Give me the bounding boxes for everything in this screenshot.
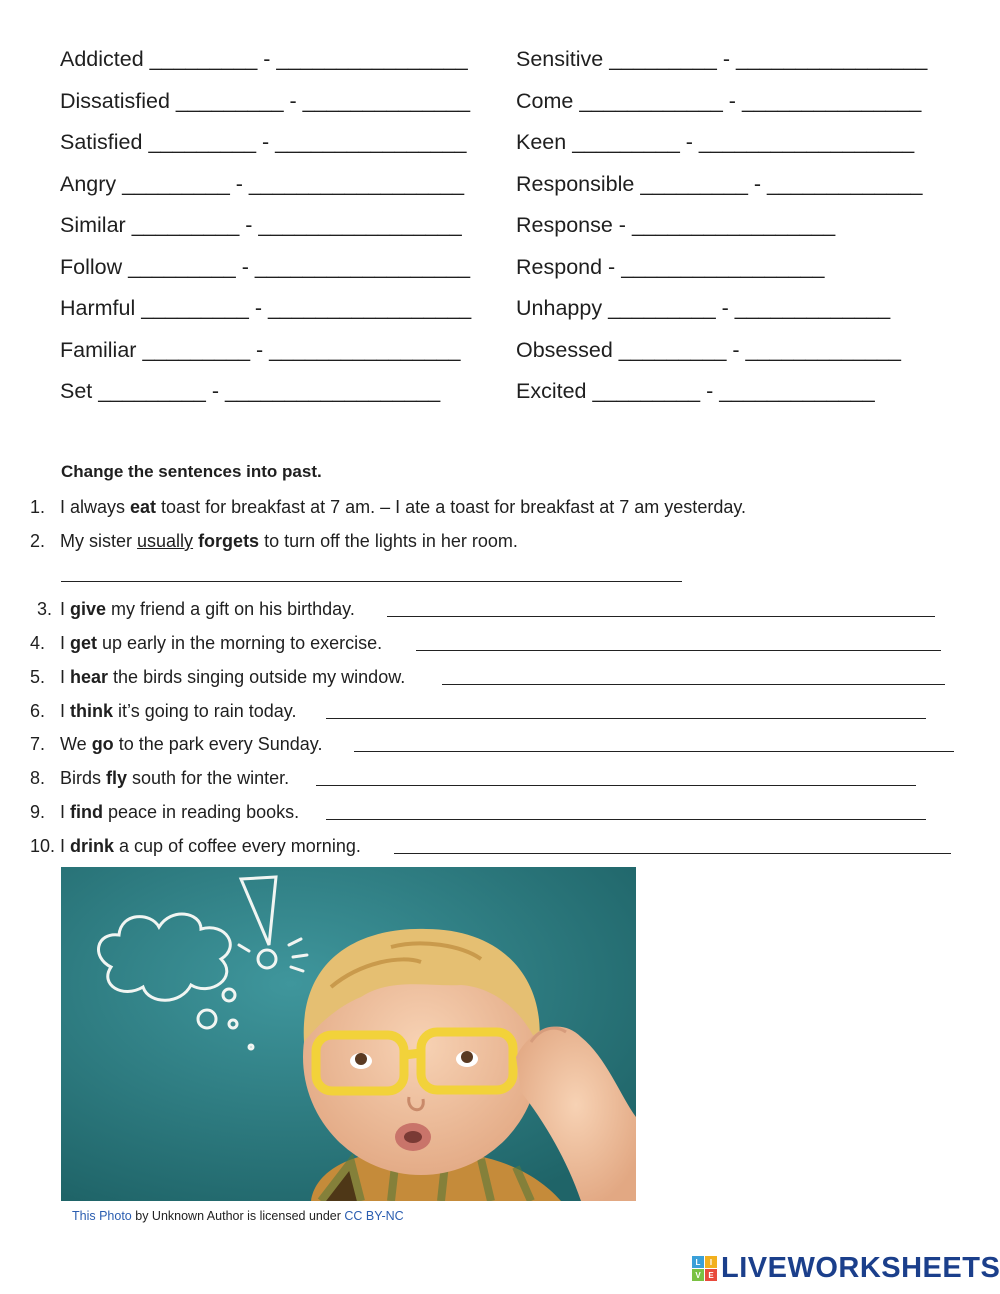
vocab-answer-blank[interactable]: _________ - _____________	[640, 171, 923, 196]
vocab-row	[60, 87, 470, 115]
liveworksheets-logo[interactable]	[692, 1252, 1000, 1285]
photo-credit-link[interactable]: This Photo	[72, 1209, 132, 1223]
sentence-2: My sister usually forgets to turn off the lights in her room.	[60, 531, 518, 551]
vocab-answer-blank[interactable]: _________ - __________________	[128, 254, 471, 279]
item-number: 4.	[30, 633, 46, 653]
answer-line-2[interactable]	[61, 581, 682, 582]
vocab-row	[60, 253, 470, 281]
vocab-answer-blank[interactable]: _________ - ________________	[149, 47, 468, 71]
vocab-row	[516, 170, 922, 198]
vocab-answer-blank[interactable]: _________ - _____________	[608, 296, 891, 320]
vocab-answer-blank[interactable]: _________ - _________________	[141, 296, 472, 320]
verb: eat	[130, 497, 157, 517]
vocab-answer-blank[interactable]: _________ - __________________	[572, 130, 915, 154]
item-number: 8.	[30, 768, 46, 788]
vocab-row	[60, 294, 471, 322]
vocab-row	[60, 211, 462, 239]
license-link[interactable]: CC BY-NC	[344, 1209, 404, 1223]
vocab-row	[516, 336, 901, 364]
sentence-8: Birds fly south for the winter.	[60, 768, 290, 788]
verb: fly	[106, 768, 128, 788]
vocab-row	[516, 45, 927, 73]
verb: go	[91, 734, 114, 754]
photo-illustration	[61, 867, 636, 1201]
vocab-word: Excited	[516, 379, 587, 403]
verb: find	[70, 802, 104, 822]
answer-line-7[interactable]	[354, 751, 954, 752]
vocab-word: Set	[60, 379, 93, 403]
brand-name: LIVEWORKSHEETS	[721, 1252, 1000, 1284]
vocab-answer-blank[interactable]: _________________	[631, 213, 836, 237]
answer-line-10[interactable]	[394, 853, 951, 854]
vocab-answer-blank[interactable]: _________ - __________________	[122, 171, 465, 196]
vocab-word: Familiar	[60, 337, 137, 362]
photo-credit: This Photo by Unknown Author is licensed under CC BY-NC	[72, 1209, 404, 1223]
vocab-word: Come	[516, 88, 574, 113]
vocab-row	[60, 170, 464, 198]
answer-line-5[interactable]	[442, 684, 945, 685]
sentence-5: I hear the birds singing outside my window.	[60, 667, 406, 687]
vocab-answer-blank[interactable]: _________ - _____________	[618, 337, 901, 362]
vocab-answer-blank[interactable]: _________ - ________________	[609, 47, 928, 71]
answer-line-4[interactable]	[416, 650, 941, 651]
vocab-word: Sensitive	[516, 47, 604, 71]
sentence-7: We go to the park every Sunday.	[60, 734, 323, 754]
item-number: 2.	[30, 531, 46, 551]
verb: give	[70, 599, 107, 619]
vocab-word: Keen	[516, 130, 567, 154]
item-number: 9.	[30, 802, 46, 822]
vocab-answer-blank[interactable]: _________ - _________________	[131, 213, 462, 237]
item-number: 7.	[30, 734, 46, 754]
item-number: 1.	[30, 497, 46, 517]
vocab-answer-blank[interactable]: _________ - ________________	[148, 130, 467, 154]
answer-line-6[interactable]	[326, 718, 926, 719]
sentence-6: I think it’s going to rain today.	[60, 701, 297, 721]
verb: forgets	[198, 531, 260, 551]
vocab-answer-blank[interactable]: ____________ - _______________	[579, 88, 922, 113]
vocab-word: Similar	[60, 213, 126, 237]
sentence-3: I give my friend a gift on his birthday.	[60, 599, 355, 619]
vocab-word: Response -	[516, 213, 626, 237]
vocab-answer-blank[interactable]: _________ - ______________	[175, 88, 471, 113]
sentence-1: I always eat toast for breakfast at 7 am. – I ate a toast for breakfast at 7 am yesterday.	[60, 497, 747, 517]
vocab-word: Unhappy	[516, 296, 603, 320]
vocab-row	[60, 128, 467, 156]
vocab-row	[516, 253, 824, 281]
verb: drink	[70, 836, 115, 856]
vocab-word: Responsible	[516, 171, 635, 196]
answer-line-3[interactable]	[387, 616, 935, 617]
item-number: 5.	[30, 667, 46, 687]
vocab-word: Harmful	[60, 296, 136, 320]
verb: think	[70, 701, 114, 721]
liveworksheets-icon: L I V E	[692, 1256, 717, 1281]
vocab-row	[516, 87, 921, 115]
vocab-row	[60, 336, 460, 364]
verb: get	[70, 633, 98, 653]
vocab-row	[516, 211, 835, 239]
vocab-word: Satisfied	[60, 130, 143, 154]
vocab-word: Follow	[60, 254, 123, 279]
vocab-row	[516, 128, 914, 156]
item-number: 10.	[30, 836, 56, 856]
vocab-word: Angry	[60, 171, 117, 196]
verb: hear	[70, 667, 109, 687]
vocab-word: Respond -	[516, 254, 616, 279]
vocab-word: Dissatisfied	[60, 88, 170, 113]
vocab-row	[60, 377, 440, 405]
vocab-answer-blank[interactable]: _________________	[621, 254, 825, 279]
sentence-9: I find peace in reading books.	[60, 802, 300, 822]
vocab-row	[516, 294, 890, 322]
vocab-answer-blank[interactable]: _________ - _____________	[592, 379, 875, 403]
vocab-answer-blank[interactable]: _________ - __________________	[98, 379, 441, 403]
sentence-4: I get up early in the morning to exercise.	[60, 633, 383, 653]
vocab-word: Obsessed	[516, 337, 613, 362]
sentence-10: I drink a cup of coffee every morning.	[60, 836, 361, 856]
vocab-row	[60, 45, 468, 73]
vocab-word: Addicted	[60, 47, 144, 71]
boy-thinking-photo	[61, 867, 636, 1201]
vocab-answer-blank[interactable]: _________ - ________________	[142, 337, 461, 362]
answer-line-9[interactable]	[326, 819, 926, 820]
item-number: 3.	[37, 599, 53, 619]
answer-line-8[interactable]	[316, 785, 916, 786]
exercise-heading: Change the sentences into past.	[61, 462, 322, 481]
item-number: 6.	[30, 701, 46, 721]
adverb: usually	[137, 531, 194, 551]
vocab-row	[516, 377, 875, 405]
